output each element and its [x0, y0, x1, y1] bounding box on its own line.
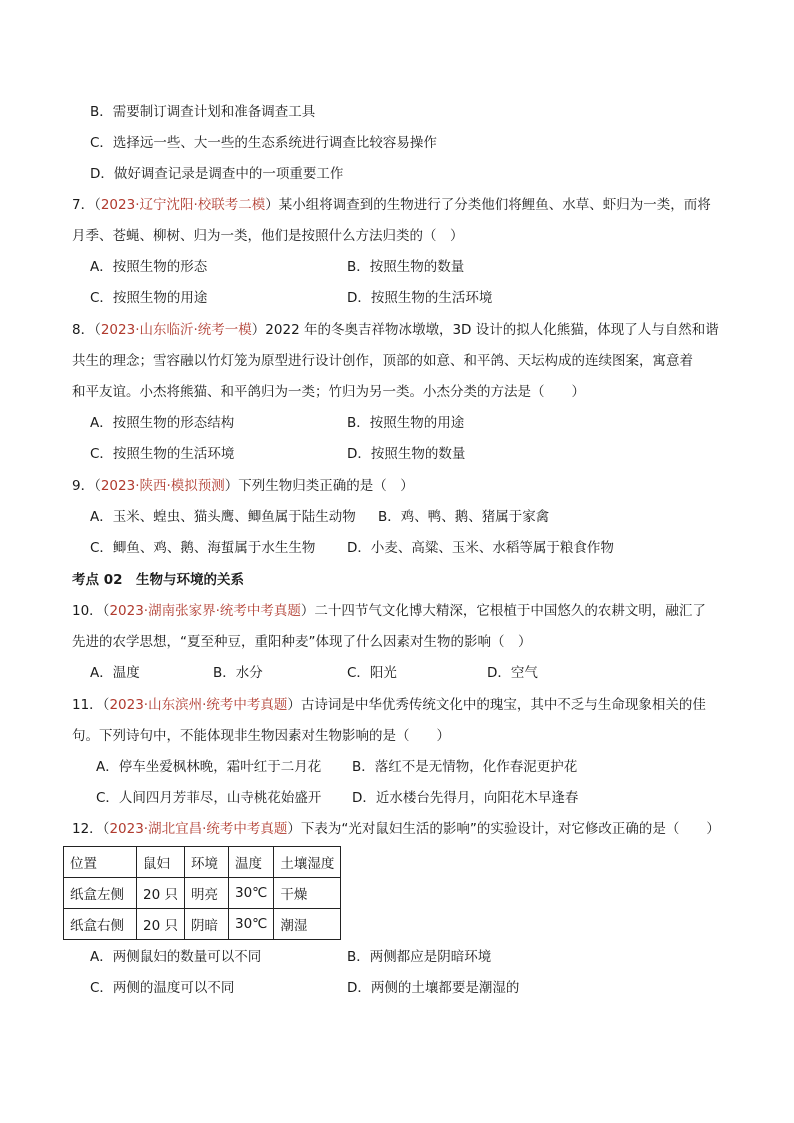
q7-stem-line-1 — [72, 195, 711, 215]
q11-stem-line-2: 句。下列诗句中，不能体现非生物因素对生物影响的是（ ） — [72, 728, 450, 744]
source-close: ） — [224, 478, 239, 494]
q10-stem-line-1 — [72, 601, 706, 621]
question-source: 2023·湖北宜昌·统考中考真题 — [109, 821, 288, 837]
question-source: 2023·湖南张家界·统考中考真题 — [109, 603, 301, 619]
experiment-table — [63, 846, 341, 940]
q8-option-d: D．按照生物的数量 — [347, 446, 466, 462]
table-header-cell: 土壤湿度 — [274, 847, 341, 878]
table-cell: 30℃ — [229, 878, 274, 909]
question-number: 11．（ — [72, 697, 110, 713]
table-cell: 纸盒左侧 — [64, 878, 137, 909]
table-header-cell: 位置 — [64, 847, 137, 878]
q12-option-a: A．两侧鼠妇的数量可以不同 — [90, 949, 262, 965]
q8-stem-line-3: 和平友谊。小杰将熊猫、和平鸽归为一类；竹归为另一类。小杰分类的方法是（ ） — [72, 384, 585, 400]
q10-option-d: D．空气 — [487, 665, 538, 681]
q10-option-c: C．阳光 — [347, 665, 397, 681]
table-cell: 明亮 — [185, 878, 229, 909]
table-cell: 干燥 — [274, 878, 341, 909]
q8-option-b: B．按照生物的用途 — [347, 415, 465, 431]
table-header-row — [64, 847, 341, 878]
q8-stem-text: 2022 年的冬奥吉祥物冰墩墩，3D 设计的拟人化熊猫，体现了人与自然和谐 — [265, 322, 719, 338]
q12-option-d: D．两侧的土壤都要是潮湿的 — [347, 980, 520, 996]
q11-option-c: C．人间四月芳菲尽，山寺桃花始盛开 — [96, 790, 322, 806]
q7-stem-text: 某小组将调查到的生物进行了分类他们将鲤鱼、水草、虾归为一类，而将 — [278, 197, 711, 213]
table-cell: 20 只 — [137, 878, 185, 909]
source-close: ） — [287, 821, 301, 837]
source-close: ） — [300, 603, 315, 619]
table-header-cell: 环境 — [185, 847, 229, 878]
q7-option-d: D．按照生物的生活环境 — [347, 290, 493, 306]
table-row — [64, 878, 341, 909]
table-cell: 20 只 — [137, 909, 185, 940]
source-close: ） — [251, 322, 266, 338]
source-close: ） — [287, 697, 301, 713]
table-header-cell: 鼠妇 — [137, 847, 185, 878]
question-source: 2023·陕西·模拟预测 — [100, 478, 225, 494]
source-close: ） — [265, 197, 279, 213]
q9-option-d: D．小麦、高粱、玉米、水稻等属于粮食作物 — [347, 540, 614, 556]
q6-option-b: B．需要制订调查计划和准备调查工具 — [90, 104, 316, 120]
q9-option-a: A．玉米、蝗虫、猫头鹰、鲫鱼属于陆生动物 — [90, 509, 356, 525]
q7-option-c: C．按照生物的用途 — [90, 290, 208, 306]
table-cell: 纸盒右侧 — [64, 909, 137, 940]
q8-stem-line-1 — [72, 320, 719, 340]
q9-stem-line-1 — [72, 476, 414, 496]
q9-option-c: C．鲫鱼、鸡、鹅、海蜇属于水生生物 — [90, 540, 316, 556]
q12-option-c: C．两侧的温度可以不同 — [90, 980, 235, 996]
table-cell: 潮湿 — [274, 909, 341, 940]
question-number: 9．（ — [72, 478, 101, 494]
q11-stem-text: 古诗词是中华优秀传统文化中的瑰宝，其中不乏与生命现象相关的佳 — [300, 697, 706, 713]
table-cell: 30℃ — [229, 909, 274, 940]
question-source: 2023·山东临沂·统考一模 — [100, 322, 252, 338]
q12-stem-line-1 — [72, 819, 720, 839]
question-number: 12．（ — [72, 821, 110, 837]
q12-option-b: B．两侧都应是阴暗环境 — [347, 949, 492, 965]
question-source: 2023·山东滨州·统考中考真题 — [109, 697, 288, 713]
q10-option-a: A．温度 — [90, 665, 140, 681]
q9-option-b: B．鸡、鸭、鹅、猪属于家禽 — [378, 509, 550, 525]
section-heading: 考点 02 生物与环境的关系 — [72, 572, 244, 588]
q7-option-a: A．按照生物的形态 — [90, 259, 208, 275]
question-number: 7．（ — [72, 197, 101, 213]
q7-option-b: B．按照生物的数量 — [347, 259, 465, 275]
q11-option-d: D．近水楼台先得月，向阳花木早逢春 — [352, 790, 579, 806]
table-cell: 阴暗 — [185, 909, 229, 940]
q10-stem-line-2: 先进的农学思想，“夏至种豆，重阳种麦”体现了什么因素对生物的影响（ ） — [72, 634, 532, 650]
q9-stem-text: 下列生物归类正确的是（ ） — [238, 478, 414, 494]
q6-option-c: C．选择远一些、大一些的生态系统进行调查比较容易操作 — [90, 135, 437, 151]
q10-option-b: B．水分 — [213, 665, 263, 681]
q8-option-c: C．按照生物的生活环境 — [90, 446, 235, 462]
q11-stem-line-1 — [72, 695, 706, 715]
q8-option-a: A．按照生物的形态结构 — [90, 415, 235, 431]
q7-stem-line-2: 月季、苍蝇、柳树、归为一类，他们是按照什么方法归类的（ ） — [72, 228, 464, 244]
q8-stem-line-2: 共生的理念；雪容融以竹灯笼为原型进行设计创作，顶部的如意、和平鸽、天坛构成的连续图案，寓意着 — [72, 353, 693, 369]
q11-option-a: A．停车坐爱枫林晚，霜叶红于二月花 — [96, 759, 322, 775]
question-number: 10．（ — [72, 603, 110, 619]
question-number: 8．（ — [72, 322, 101, 338]
q12-stem-text: 下表为“光对鼠妇生活的影响”的实验设计，对它修改正确的是（ ） — [300, 821, 720, 837]
table-row — [64, 909, 341, 940]
table-header-cell: 温度 — [229, 847, 274, 878]
q10-stem-text: 二十四节气文化博大精深，它根植于中国悠久的农耕文明，融汇了 — [314, 603, 706, 619]
question-source: 2023·辽宁沈阳·校联考二模 — [100, 197, 266, 213]
q11-option-b: B．落红不是无情物，化作春泥更护花 — [352, 759, 578, 775]
q6-option-d: D．做好调查记录是调查中的一项重要工作 — [90, 166, 344, 182]
